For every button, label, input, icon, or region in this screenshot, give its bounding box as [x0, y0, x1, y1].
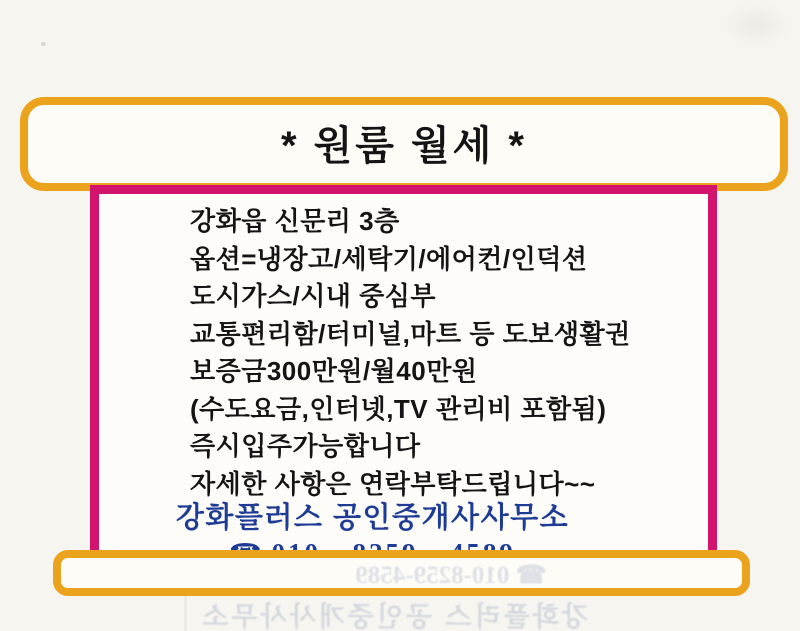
agency-name: 강화플러스 공인중개사사무소 [175, 502, 570, 534]
scan-smudge [722, 2, 792, 48]
flyer-title: * 원룸 월세 * [280, 123, 528, 168]
detail-line-movein: 즉시입주가능합니다 [190, 431, 421, 461]
detail-list [190, 203, 631, 503]
detail-line-location: 강화읍 신문리 3층 [190, 206, 400, 236]
title-box [20, 97, 788, 191]
bottom-box [53, 550, 750, 596]
bleed-through-agency: 강화플러스 공인중개사사무소 [199, 602, 588, 631]
detail-line-utilities: (수도요금,인터넷,TV 관리비 포함됨) [190, 393, 607, 424]
bleed-through-phone: ☎ 010-8259-4589 [355, 562, 547, 589]
detail-line-transport: 교통편리함/터미널,마트 등 도보생활권 [190, 318, 631, 349]
detail-line-gas: 도시가스/시내 중심부 [190, 281, 436, 311]
detail-box [90, 185, 717, 556]
scan-dot [41, 42, 46, 46]
detail-line-contact: 자세한 사항은 연락부탁드립니다~~ [190, 468, 596, 499]
detail-line-price: 보증금300만원/월40만원 [190, 356, 478, 386]
detail-line-options: 옵션=냉장고/세탁기/에어컨/인덕션 [190, 243, 588, 274]
